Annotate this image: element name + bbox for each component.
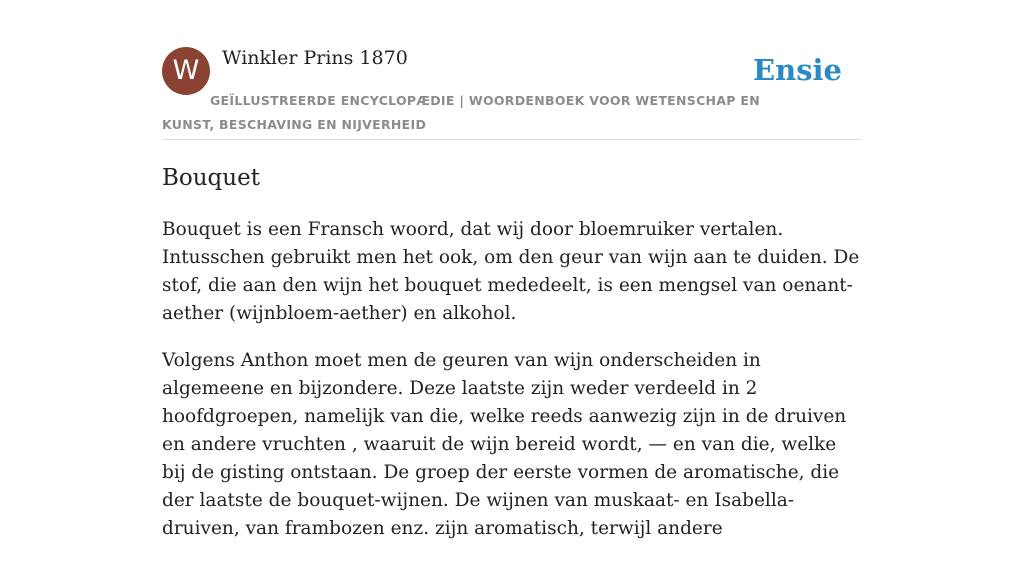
article-paragraph: Volgens Anthon moet men de geuren van wijn onderscheiden in algemeene en bijzondere. Deze laatste zijn weder verdeeld in 2 hoofdgroepen, namelijk van die, welke reeds aanwezig zijn in de druiven en andere vruchten , waaruit de wijn bereid wordt, — en van die, welke bij de gisting ontstaan. De groep der eerste vormen de aromatische, die der laatste de bouquet-wijnen. De wijnen van muskaat- en Isabella-druiven, van frambozen enz. zijn aromatisch, terwijl andere xyxy=(162,350,847,539)
page xyxy=(162,0,862,539)
source-avatar[interactable]: W xyxy=(162,47,210,95)
article-paragraph: Bouquet is een Fransch woord, dat wij door bloemruiker vertalen. Intusschen gebruikt men het ook, om den geur van wijn aan te duiden. De stof, die aan den wijn het bouquet mededeelt, is een mengsel van oenant-aether (wijnbloem-aether) en alkohol. xyxy=(162,219,860,324)
article-title: Bouquet xyxy=(162,165,260,191)
source-title[interactable]: Winkler Prins 1870 xyxy=(222,47,408,69)
brand-logo[interactable]: Ensie xyxy=(753,53,842,87)
header-divider xyxy=(162,139,862,140)
article-body xyxy=(162,216,862,562)
source-subtitle: GEÏLLUSTREERDE ENCYCLOPÆDIE | WOORDENBOEK VOOR WETENSCHAP EN KUNST, BESCHAVING EN NIJVERHEID xyxy=(162,93,760,132)
